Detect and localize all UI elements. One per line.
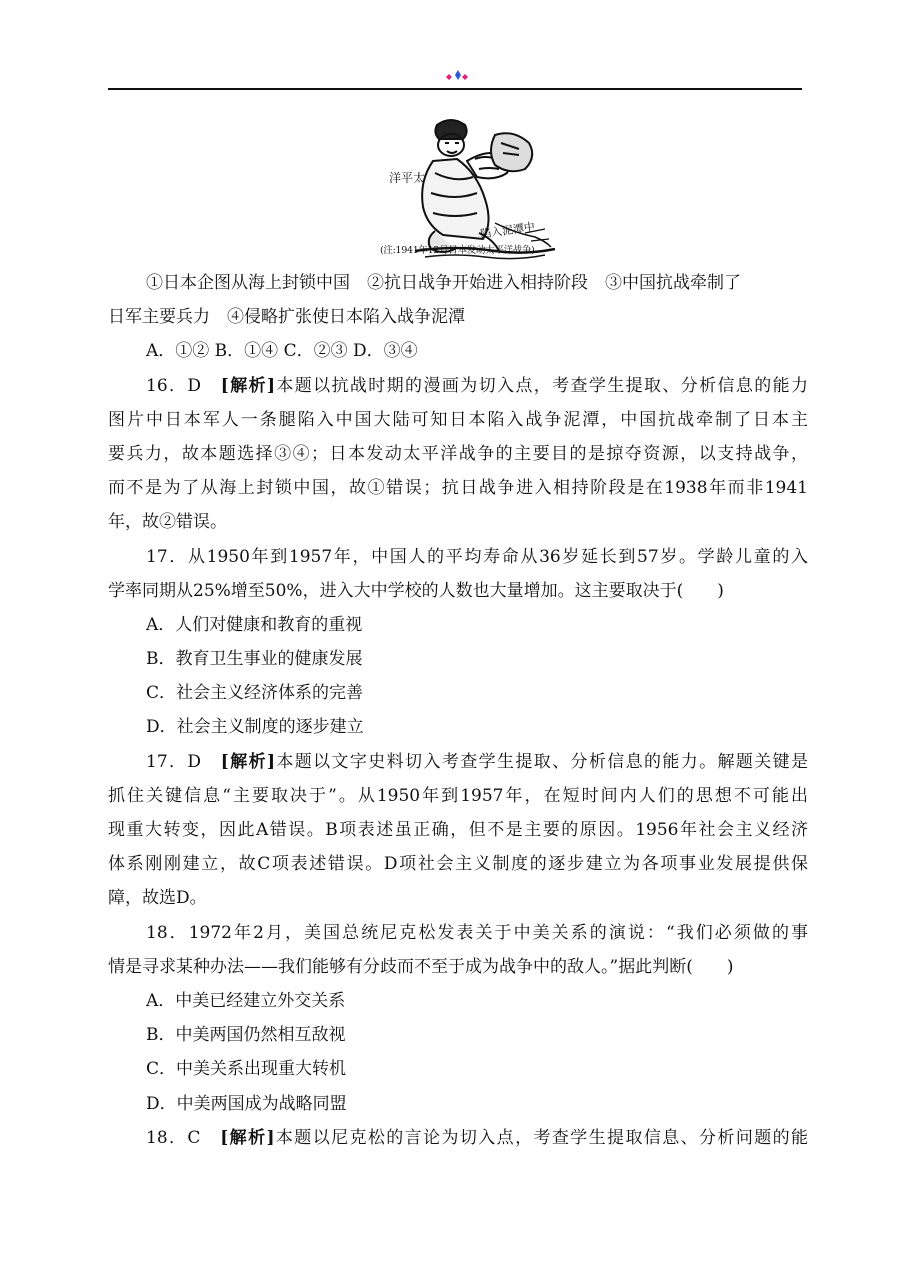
q18-option-a: A．中美已经建立外交关系 [146,990,346,1011]
document-body [108,266,808,1155]
q17-analysis-line4: 体系刚刚建立，故C项表述错误。D项社会主义制度的逐步建立为各项事业发展提供保 [108,854,808,875]
q16-answer-number: 16．D [146,375,202,396]
q17-analysis-line3: 现重大转变，因此A错误。B项表述虽正确，但不是主要的原因。1956年社会主义经济 [108,820,808,840]
q16-analysis-line2: 图片中日本军人一条腿陷入中国大陆可知日本陷入战争泥潭，中国抗战牵制了日本主 [108,409,808,430]
q17-stem-line2: 学率同期从25%增至50%，进入大中学校的人数也大量增加。这主要取决于( ) [108,580,724,601]
q17-option-d: D．社会主义制度的逐步建立 [146,717,364,738]
q18-option-d: D．中美两国成为战略同盟 [146,1093,347,1114]
q18-option-b: B．中美两国仍然相互敌视 [146,1025,346,1046]
header-diamond-ornament [440,68,470,84]
q18-stem-line1: 18．1972年2月，美国总统尼克松发表关于中美关系的演说：“我们必须做的事 [146,922,808,943]
q17-option-a: A．人们对健康和教育的重视 [146,614,363,635]
q18-answer-number: 18．C [146,1127,201,1148]
q17-analysis-line5: 障，故选D。 [108,888,207,909]
q17-option-c: C．社会主义经济体系的完善 [146,683,364,704]
q17-analysis-line1 [108,745,808,779]
q16-analysis-line4: 而不是为了从海上封锁中国，故①错误；抗日战争进入相持阶段是在1938年而非1941 [108,478,808,499]
q16-options-line2: 日军主要兵力 ④侵略扩张使日本陷入战争泥潭 [108,307,465,328]
q16-choices: A．①② B．①④ C．②③ D．③④ [146,341,418,362]
q16-options-line1: ①日本企图从海上封锁中国 ②抗日战争开始进入相持阶段 ③中国抗战牵制了 [146,273,741,293]
war-cartoon-image [375,113,575,263]
q17-answer-tag: [解析] [220,751,276,772]
q17-answer-number: 17．D [146,751,202,772]
q18-answer-tag: [解析] [220,1127,275,1148]
header-rule [108,88,802,90]
q17-stem-line1: 17．从1950年到1957年，中国人的平均寿命从36岁延长到57岁。学龄儿童的入 [146,546,808,567]
q16-analysis-text: 本题以抗战时期的漫画为切入点，考查学生提取、分析信息的能力 [275,375,809,396]
q17-option-b: B．教育卫生事业的健康发展 [146,649,363,670]
q16-answer-tag: [解析] [220,375,276,396]
q16-analysis-line1 [108,369,808,403]
cartoon-caption: (注:1941年12月日本发动太平洋战争) [380,245,535,256]
cartoon-label-china: 陷入泥潭中 [479,220,536,241]
q18-analysis-text: 本题以尼克松的言论为切入点，考查学生提取信息、分析问题的能 [274,1127,809,1148]
q17-analysis-text: 本题以文字史料切入考查学生提取、分析信息的能力。解题关键是 [275,751,809,772]
q18-option-c: C．中美关系出现重大转机 [146,1059,347,1080]
q17-analysis-line2: 抓住关键信息“主要取决于”。从1950年到1957年，在短时间内人们的思想不可能出 [108,785,808,806]
q16-analysis-line3: 要兵力，故本题选择③④；日本发动太平洋战争的主要目的是掠夺资源，以支持战争， [108,443,808,464]
q16-analysis-line5: 年，故②错误。 [108,512,227,533]
q18-analysis-line1 [108,1121,808,1155]
cartoon-label-pacific: 洋平太 [389,171,426,185]
q18-stem-line2: 情是寻求某种办法——我们能够有分歧而不至于成为战争中的敌人。”据此判断( ) [108,956,734,977]
